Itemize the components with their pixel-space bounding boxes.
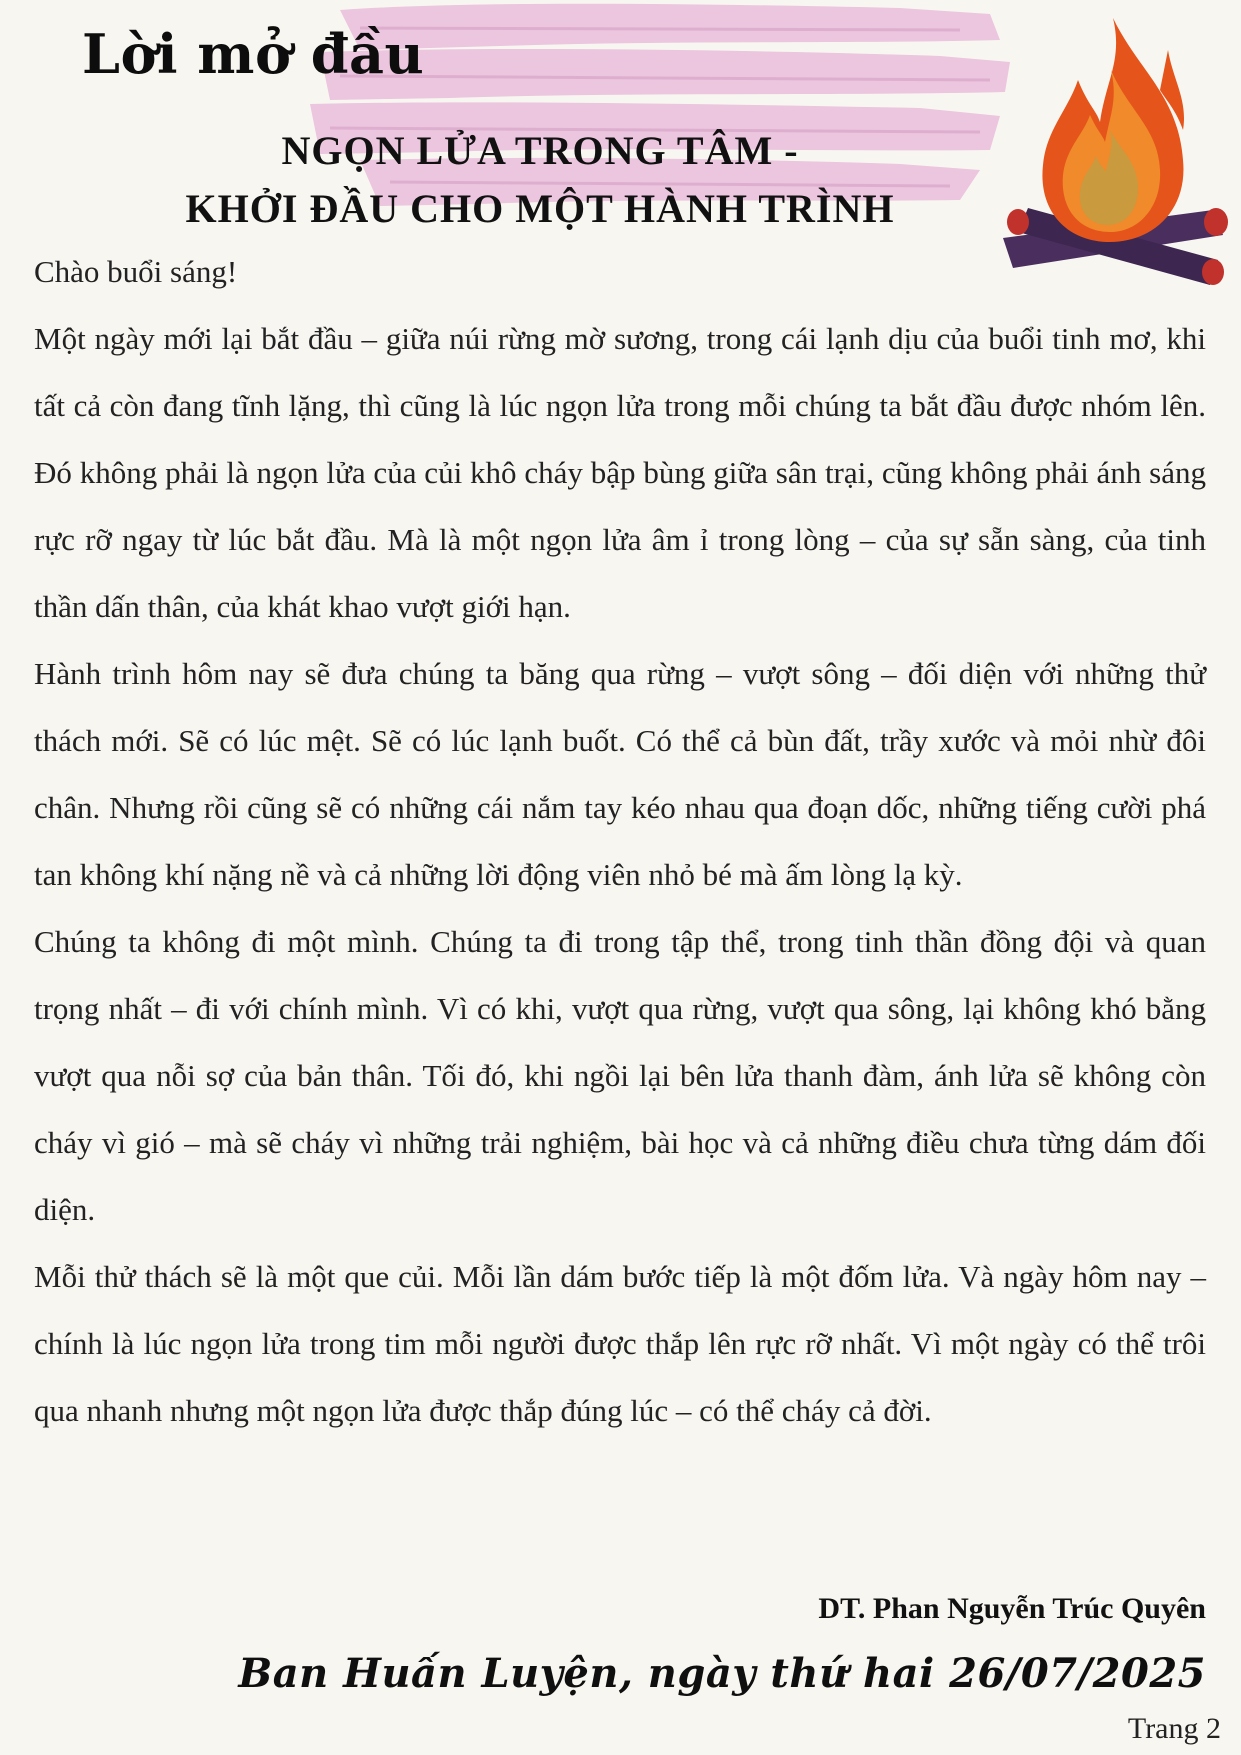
signature: DT. Phan Nguyễn Trúc Quyên bbox=[818, 1592, 1206, 1625]
paragraph-1: Một ngày mới lại bắt đầu – giữa núi rừng mờ sương, trong cái lạnh dịu của buổi tinh mơ, khi tất cả còn đang tĩnh lặng, thì cũng là lúc ngọn lửa trong mỗi chúng ta bắt đầu được nhóm lên. Đó không phải là ngọn lửa của củi khô cháy bập bùng giữa sân trại, cũng không phải ánh sáng rực rỡ ngay từ lúc bắt đầu. Mà là một ngọn lửa âm ỉ trong lòng – của sự sẵn sàng, của tinh thần dấn thân, của khát khao vượt giới hạn. bbox=[34, 321, 1206, 624]
body-text bbox=[34, 238, 1206, 1444]
paragraph-greeting: Chào buổi sáng! bbox=[34, 254, 238, 289]
page-number: Trang 2 bbox=[1127, 1712, 1221, 1745]
page-title: Lời mở đầu bbox=[82, 22, 425, 86]
paragraph-4: Mỗi thử thách sẽ là một que củi. Mỗi lần dám bước tiếp là một đốm lửa. Và ngày hôm nay – chính là lúc ngọn lửa trong tim mỗi người được thắp lên rực rỡ nhất. Vì một ngày có thể trôi qua nhanh nhưng một ngọn lửa được thắp đúng lúc – có thể cháy cả đời. bbox=[34, 1259, 1206, 1428]
headline bbox=[120, 122, 960, 238]
headline-line-2: KHỞI ĐẦU CHO MỘT HÀNH TRÌNH bbox=[185, 186, 895, 231]
paragraph-2: Hành trình hôm nay sẽ đưa chúng ta băng qua rừng – vượt sông – đối diện với những thử thách mới. Sẽ có lúc mệt. Sẽ có lúc lạnh buốt. Có thể cả bùn đất, trầy xước và mỏi nhừ đôi chân. Nhưng rồi cũng sẽ có những cái nắm tay kéo nhau qua đoạn dốc, những tiếng cười phá tan không khí nặng nề và cả những lời động viên nhỏ bé mà ấm lòng lạ kỳ. bbox=[34, 656, 1206, 892]
headline-line-1: NGỌN LỬA TRONG TÂM - bbox=[281, 128, 799, 173]
paragraph-3: Chúng ta không đi một mình. Chúng ta đi trong tập thể, trong tinh thần đồng đội và quan trọng nhất – đi với chính mình. Vì có khi, vượt qua rừng, vượt qua sông, lại không khó bằng vượt qua nỗi sợ của bản thân. Tối đó, khi ngồi lại bên lửa thanh đàm, ánh lửa sẽ không còn cháy vì gió – mà sẽ cháy vì những trải nghiệm, bài học và cả những điều chưa từng dám đối diện. bbox=[34, 924, 1206, 1227]
org-date-line: Ban Huấn Luyện, ngày thứ hai 26/07/2025 bbox=[238, 1650, 1206, 1697]
